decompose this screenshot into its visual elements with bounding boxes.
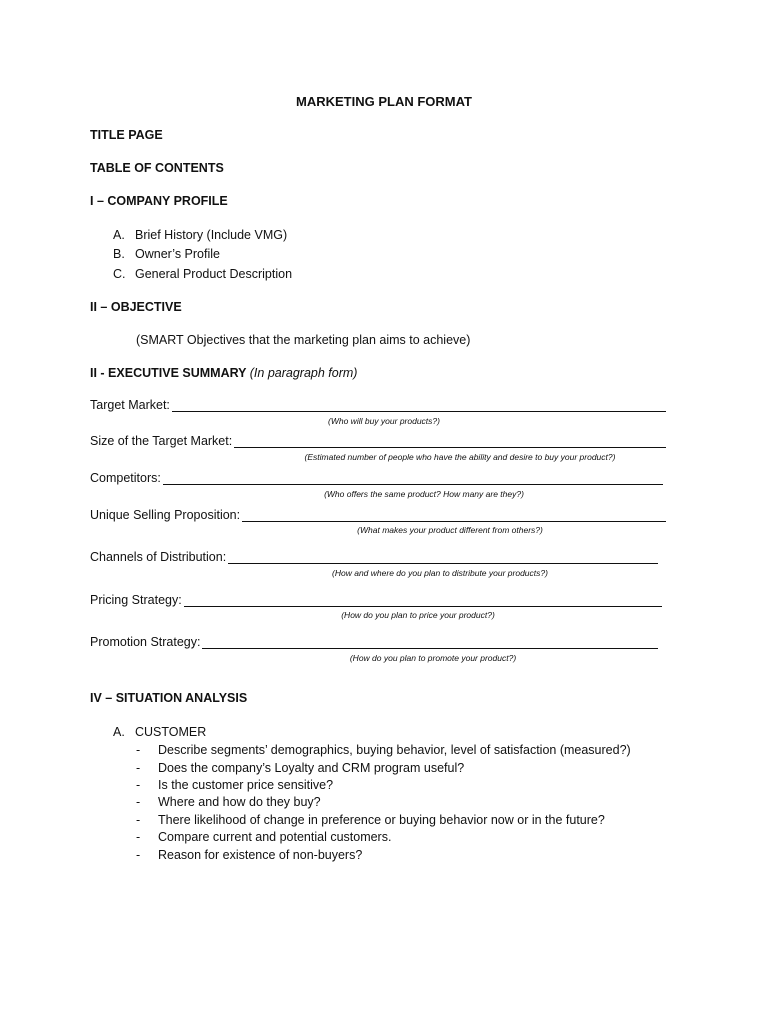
promotion-blank[interactable] xyxy=(202,636,658,649)
target-market-hint: (Who will buy your products?) xyxy=(328,416,440,426)
executive-summary-heading: II - EXECUTIVE SUMMARY (In paragraph form) xyxy=(90,366,358,380)
promotion-hint: (How do you plan to promote your product?) xyxy=(349,653,517,663)
executive-summary-note: (In paragraph form) xyxy=(249,366,358,380)
target-market-size-blank[interactable] xyxy=(234,435,666,448)
objective-heading: II – OBJECTIVE xyxy=(90,300,182,314)
pricing-hint: (How do you plan to price your product?) xyxy=(341,610,495,620)
situation-analysis-heading: IV – SITUATION ANALYSIS xyxy=(90,691,248,705)
title-page-heading: TITLE PAGE xyxy=(90,128,163,142)
pricing-field: Pricing Strategy: xyxy=(90,593,662,607)
list-item: - Where and how do they buy? xyxy=(136,795,321,809)
promotion-field: Promotion Strategy: xyxy=(90,635,658,649)
company-profile-item: A. Brief History (Include VMG) xyxy=(113,228,288,242)
distribution-field: Channels of Distribution: xyxy=(90,550,658,564)
usp-hint: (What makes your product different from others?) xyxy=(357,525,543,535)
target-market-size-hint: (Estimated number of people who have the ability and desire to buy your product?) xyxy=(304,452,616,462)
list-item: - Is the customer price sensitive? xyxy=(136,778,334,792)
list-item: - There likelihood of change in preference or buying behavior now or in the future? xyxy=(136,813,605,827)
document-title: MARKETING PLAN FORMAT xyxy=(296,94,472,109)
list-item: - Describe segments’ demographics, buying behavior, level of satisfaction (measured?) xyxy=(136,743,631,757)
distribution-hint: (How and where do you plan to distribute your products?) xyxy=(332,568,548,578)
target-market-blank[interactable] xyxy=(172,399,666,412)
usp-blank[interactable] xyxy=(242,509,666,522)
list-item: - Does the company’s Loyalty and CRM program useful? xyxy=(136,761,465,775)
competitors-hint: (Who offers the same product? How many are they?) xyxy=(324,489,524,499)
competitors-blank[interactable] xyxy=(163,472,663,485)
distribution-blank[interactable] xyxy=(228,551,658,564)
company-profile-item: B. Owner’s Profile xyxy=(113,247,220,261)
pricing-blank[interactable] xyxy=(184,594,662,607)
target-market-size-field: Size of the Target Market: xyxy=(90,434,666,448)
table-of-contents-heading: TABLE OF CONTENTS xyxy=(90,161,224,175)
usp-field: Unique Selling Proposition: xyxy=(90,508,666,522)
target-market-field: Target Market: xyxy=(90,398,666,412)
company-profile-heading: I – COMPANY PROFILE xyxy=(90,194,228,208)
objective-text: (SMART Objectives that the marketing plan aims to achieve) xyxy=(136,333,471,347)
competitors-field: Competitors: xyxy=(90,471,663,485)
list-item: - Reason for existence of non-buyers? xyxy=(136,848,363,862)
customer-subheading: A. CUSTOMER xyxy=(113,725,207,739)
list-item: - Compare current and potential customers. xyxy=(136,830,392,844)
company-profile-item: C. General Product Description xyxy=(113,267,293,281)
